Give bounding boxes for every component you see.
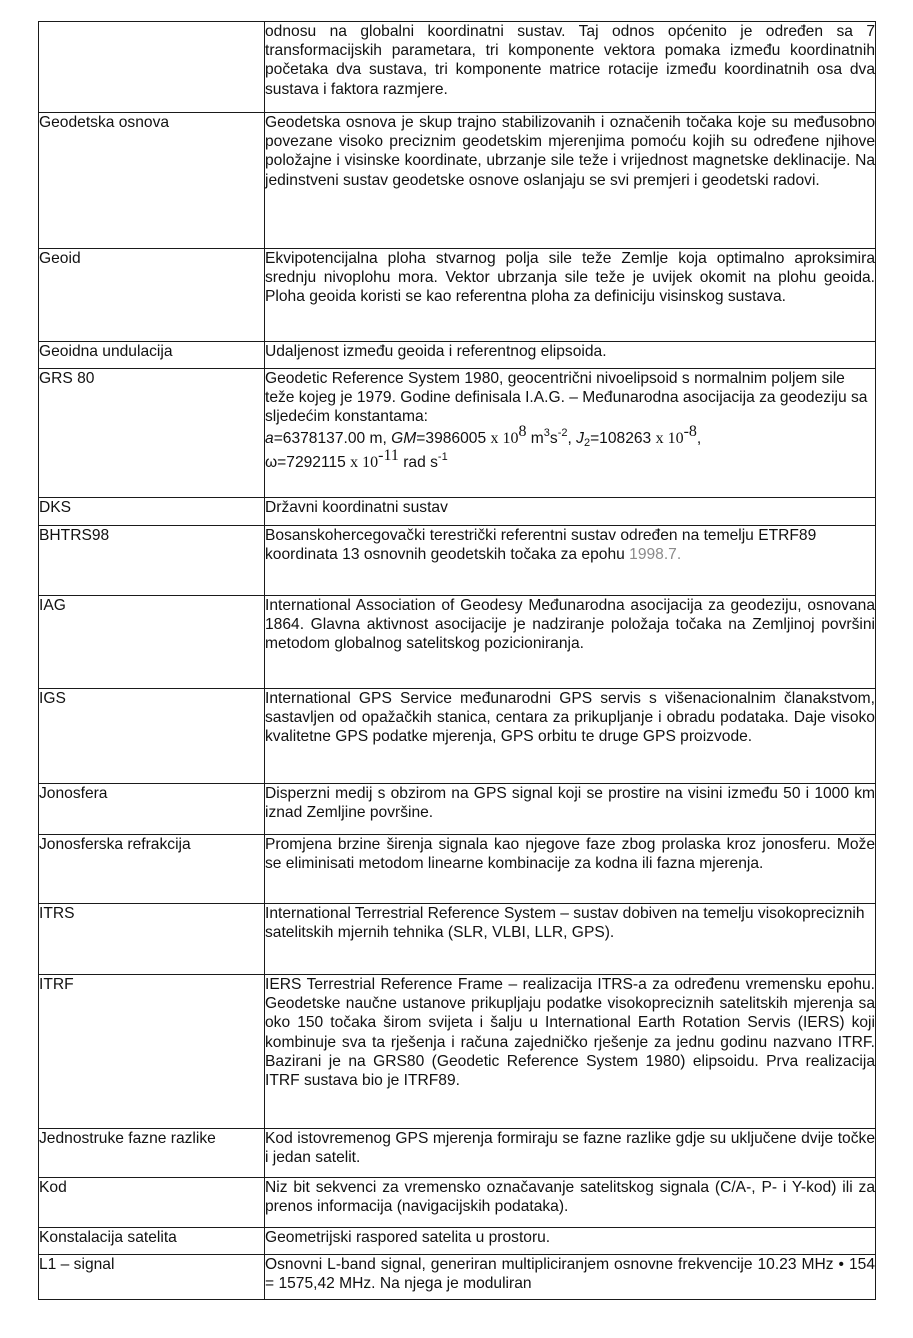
definition-cell: Ekvipotencijalna ploha stvarnog polja sile teže Zemlje koja optimalno aproksimira srednju nivoplohu mora. Vektor ubrzanja sile teže je uvijek okomit na plohu geoida. Ploha geoida koristi se kao referentna ploha za definiciju visinskog sustava. — [265, 249, 876, 342]
definition-cell: International Terrestrial Reference System – sustav dobiven na temelju visokopreciznih satelitskih mjernih tehnika (SLR, VLBI, LLR, GPS). — [265, 904, 876, 975]
table-row — [39, 904, 876, 975]
term-cell: Jonosfera — [39, 784, 265, 835]
term-cell: ITRS — [39, 904, 265, 975]
term-cell: GRS 80 — [39, 369, 265, 498]
term-cell: Jednostruke fazne razlike — [39, 1129, 265, 1178]
unit: rad s — [398, 453, 438, 471]
term-cell: Geoidna undulacija — [39, 342, 265, 369]
definition-cell — [265, 526, 876, 596]
table-row — [39, 1255, 876, 1300]
term-cell: BHTRS98 — [39, 526, 265, 596]
symbol-j: J — [576, 429, 584, 447]
ten: 10 — [358, 453, 379, 471]
times-sign: x — [350, 453, 359, 471]
table-row — [39, 113, 876, 249]
definition-cell: Geometrijski raspored satelita u prostoru. — [265, 1228, 876, 1255]
exponent: -2 — [557, 426, 568, 439]
glossary-page — [38, 21, 876, 1300]
exponent: 3 — [543, 426, 550, 439]
definition-text: Bosanskohercegovački terestrički referentni sustav određen na temelju ETRF89 koordinata 13 osnovnih geodetskih točaka za epohu — [265, 527, 817, 564]
definition-cell: Promjena brzine širenja signala kao njegove faze zbog prolaska kroz jonosferu. Može se eliminisati metodom linearne kombinacije za kodna ili fazna mjerenja. — [265, 835, 876, 904]
definition-cell: odnosu na globalni koordinatni sustav. Taj odnos općenito je određen sa 7 transformacijskih parametara, tri komponente vektora pomaka između koordinatnih početaka dva sustava, tri komponente matrice rotacije između koordinatnih osa dva sustava i faktora razmjere. — [265, 22, 876, 113]
table-row — [39, 1228, 876, 1255]
value-a: =6378137.00 m, — [273, 429, 392, 447]
table-row — [39, 975, 876, 1129]
definition-cell: Niz bit sekvenci za vremensko označavanje satelitskog signala (C/A-, P- i Y-kod) ili za prenos informacija (navigacijskih podataka). — [265, 1178, 876, 1228]
times-sign: x — [655, 429, 664, 447]
definition-cell: Geodetska osnova je skup trajno stabilizovanih i označenih točaka koje su međusobno povezane visoko preciznim geodetskim mjerenjima pomoću kojih su određene njihove položajne i visinske koordinate, ubrzanje sile teže i vrijednost magnetske deklinacije. Na jedinstveni sustav geodetske osnove oslanjaju se svi premjeri i geodetski radovi. — [265, 113, 876, 249]
exponent: -8 — [683, 422, 697, 440]
ten: 10 — [663, 429, 684, 447]
glossary-table — [38, 21, 876, 1300]
table-row — [39, 596, 876, 689]
separator: , — [696, 429, 702, 447]
term-cell: Jonosferska refrakcija — [39, 835, 265, 904]
term-cell: L1 – signal — [39, 1255, 265, 1300]
table-row — [39, 342, 876, 369]
definition-cell: International Association of Geodesy Međunarodna asocijacija za geodeziju, osnovana 1864. Glavna aktivnost asocijacije je nadziranje položaja točaka na Zemljinoj površini metodom globalnog satelitskog pozicioniranja. — [265, 596, 876, 689]
definition-cell: IERS Terrestrial Reference Frame – realizacija ITRS-a za određenu vremensku epohu. Geodetske naučne ustanove prikupljaju podatke visokopreciznih satelitskih mjerenja sa oko 150 točaka širom svijeta i šalju u International Earth Rotation Servis (IERS) koji kombinuje sva ta rješenja i računa zajedničko rješenje za jednu godinu nazvano ITRF. Bazirani je na GRS80 (Geodetic Reference System 1980) elipsoidu. Prva realizacija ITRF sustava bio je ITRF89. — [265, 975, 876, 1129]
grs80-description: Geodetic Reference System 1980, geocentrični nivoelipsoid s normalnim poljem sile teže kojeg je 1979. Godine definisala I.A.G. – Međunarodna asocijacija za geodeziju sa sljedećim konstantama: — [265, 370, 868, 426]
table-row — [39, 249, 876, 342]
definition-cell: Osnovni L-band signal, generiran multipliciranjem osnovne frekvencije 10.23 MHz • 154 = 1575,42 MHz. Na njega je moduliran — [265, 1255, 876, 1300]
definition-cell — [265, 369, 876, 498]
table-row — [39, 22, 876, 113]
subscript: 2 — [583, 436, 591, 449]
ten: 10 — [498, 429, 519, 447]
table-row — [39, 1129, 876, 1178]
times-sign: x — [490, 429, 499, 447]
term-cell: IGS — [39, 689, 265, 784]
table-row — [39, 369, 876, 498]
definition-cell: International GPS Service međunarodni GPS servis s višenacionalnim članakstvom, sastavljen od opažačkih stanica, centara za prikupljanje i obradu podataka. Daje visoko kvalitetne GPS podatke mjerenja, GPS orbitu te druge GPS proizvode. — [265, 689, 876, 784]
value-j2: =108263 — [590, 429, 656, 447]
definition-cell: Državni koordinatni sustav — [265, 498, 876, 526]
term-cell: DKS — [39, 498, 265, 526]
term-cell: Konstalacija satelita — [39, 1228, 265, 1255]
definition-cell: Disperzni medij s obzirom na GPS signal koji se prostire na visini između 50 i 1000 km iznad Zemljine površine. — [265, 784, 876, 835]
value-gm: =3986005 — [416, 429, 491, 447]
symbol-gm: GM — [391, 429, 417, 447]
grs80-constants — [265, 422, 875, 475]
table-row — [39, 784, 876, 835]
term-cell — [39, 22, 265, 113]
term-cell: IAG — [39, 596, 265, 689]
table-row — [39, 498, 876, 526]
term-cell: Kod — [39, 1178, 265, 1228]
table-row — [39, 835, 876, 904]
definition-cell: Udaljenost između geoida i referentnog elipsoida. — [265, 342, 876, 369]
symbol-a: a — [265, 429, 274, 447]
table-row — [39, 689, 876, 784]
exponent: -11 — [378, 446, 399, 464]
separator: , — [567, 429, 577, 447]
value-omega: ω=7292115 — [265, 453, 351, 471]
term-cell: Geoid — [39, 249, 265, 342]
term-cell: ITRF — [39, 975, 265, 1129]
table-row — [39, 1178, 876, 1228]
definition-cell: Kod istovremenog GPS mjerenja formiraju se fazne razlike gdje su uključene dvije točke i jedan satelit. — [265, 1129, 876, 1178]
exponent: -1 — [437, 450, 448, 463]
table-row — [39, 526, 876, 596]
unit: s — [549, 429, 558, 447]
term-cell: Geodetska osnova — [39, 113, 265, 249]
exponent: 8 — [518, 422, 527, 440]
epoch-value: 1998.7. — [629, 546, 682, 564]
unit: m — [526, 429, 544, 447]
